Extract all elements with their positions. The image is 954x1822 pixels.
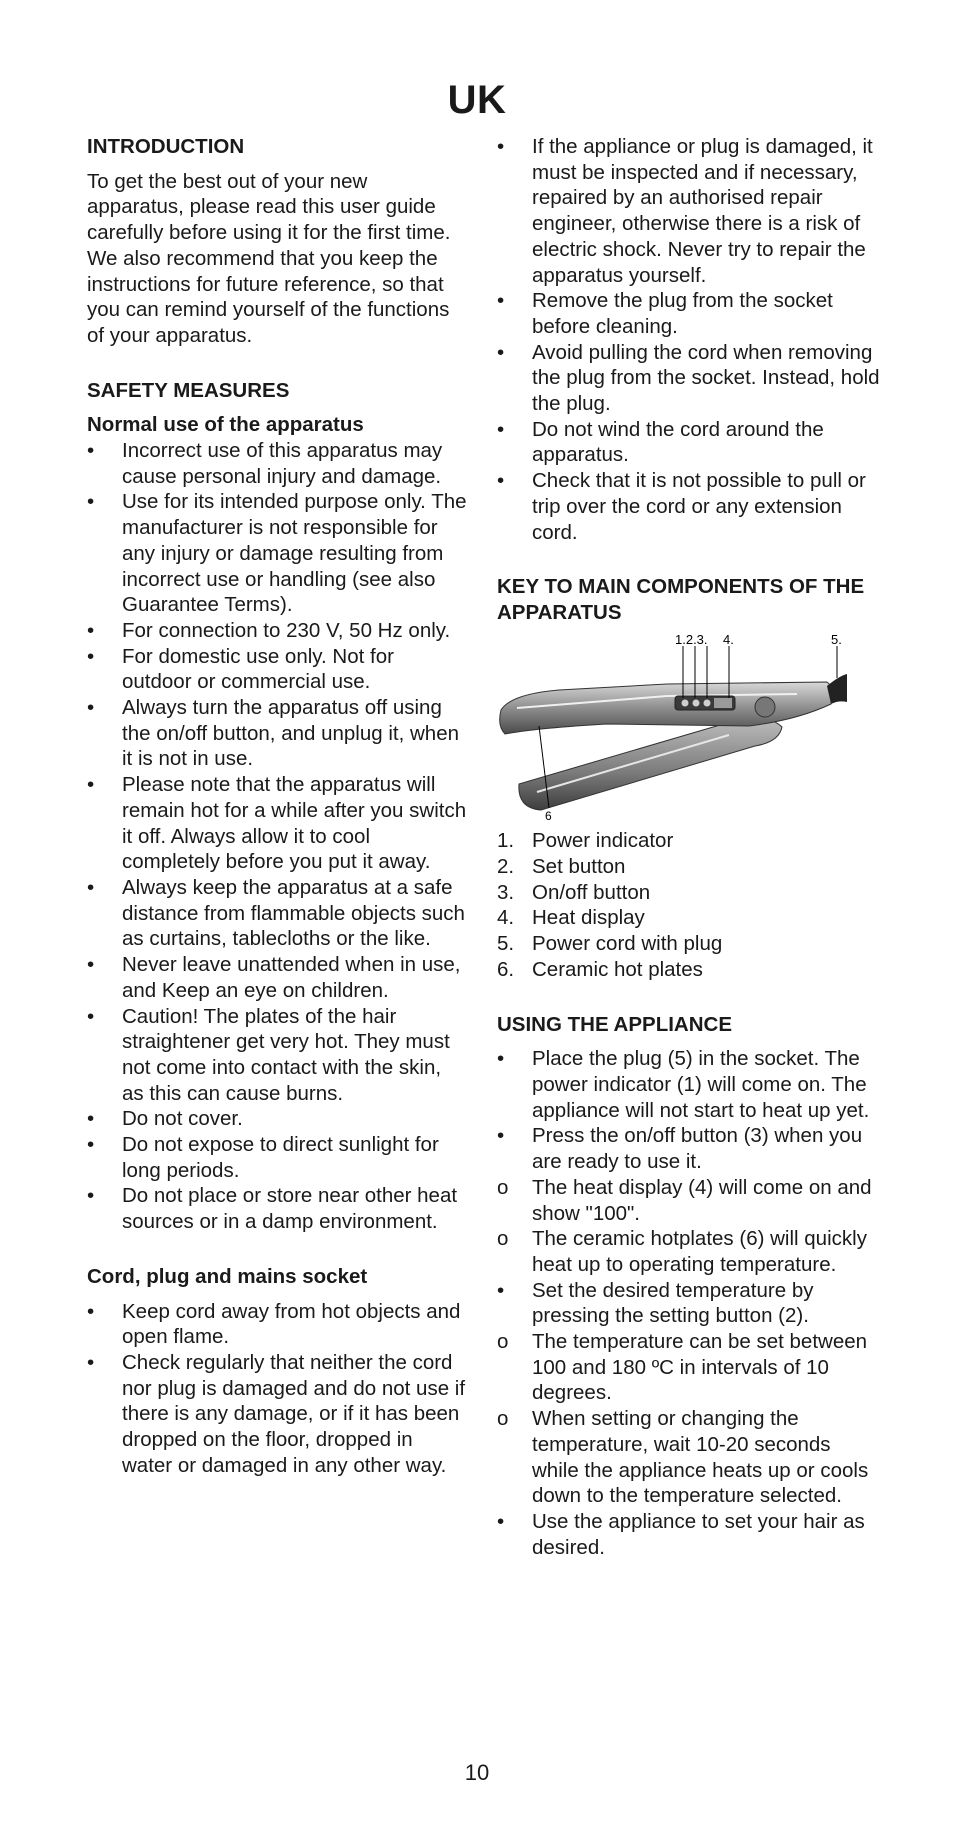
components-list [497,828,882,982]
safety-heading: SAFETY MEASURES [87,378,290,402]
hair-straightener-illustration [497,632,847,822]
list-item: • Do not cover. [87,1107,243,1131]
list-item: • Avoid pulling the cord when removing the plug from the socket. Instead, hold the plug. [497,340,880,416]
list-item: • Always turn the apparatus off using the on/off button, and unplug it, when it is not in use. [87,696,459,771]
list-item: 6. Ceramic hot plates [497,957,703,981]
using-list [497,1046,882,1560]
list-item: o The heat display (4) will come on and show "100". [497,1175,872,1225]
list-item: 1. Power indicator [497,829,674,853]
list-marker: • [497,1124,505,1148]
list-marker: o [497,1330,509,1354]
using-heading: USING THE APPLIANCE [497,1012,733,1036]
list-item: 3. On/off button [497,880,651,904]
list-item: • For domestic use only. Not for outdoor or commercial use. [87,644,394,694]
list-marker: • [497,1509,505,1533]
list-item: • Place the plug (5) in the socket. The power indicator (1) will come on. The appliance will not start to heat up yet. [497,1047,870,1122]
bullet-icon: • [87,490,95,514]
bullet-icon: • [87,1350,95,1374]
cord-list-right [497,134,882,545]
list-item: • Caution! The plates of the hair straightener get very hot. They must not come into contact with the skin, as this can cause burns. [87,1004,450,1105]
list-item: • Do not wind the cord around the apparatus. [497,417,824,467]
list-item: • Do not expose to direct sunlight for long periods. [87,1133,439,1182]
list-item: • Do not place or store near other heat sources or in a damp environment. [87,1184,458,1234]
list-item: • Never leave unattended when in use, and Keep an eye on children. [87,953,461,1002]
bullet-icon: • [87,644,95,668]
list-item: 4. Heat display [497,906,645,930]
list-item: • Please note that the apparatus will remain hot for a while after you switch it off. Always allow it to cool completely before you put it away. [87,773,467,874]
callout-label-1-2-3: 1.2.3. [675,631,708,647]
straightener-body [500,674,847,810]
list-marker: • [497,1278,505,1302]
bullet-icon: • [87,1184,95,1208]
callout-label-4: 4. [723,631,734,647]
list-item: • Check regularly that neither the cord nor plug is damaged and do not use if there is any damage, or if it has been dropped on the floor, dropped in water or damaged in any other way. [87,1350,466,1477]
bullet-icon: • [497,135,505,158]
list-item: • Use for its intended purpose only. The manufacturer is not responsible for any injury or damage resulting from incorrect use or handling (see also Guarantee Terms). [87,490,467,617]
list-item: • Use the appliance to set your hair as desired. [497,1509,865,1559]
list-marker: o [497,1175,509,1199]
cord-list-left [87,1299,467,1479]
list-item: • Always keep the apparatus at a safe distance from flammable objects such as curtains, tablecloths or the like. [87,875,465,951]
list-item: • Press the on/off button (3) when you are ready to use it. [497,1124,863,1174]
list-item: • Set the desired temperature by pressing the setting button (2). [497,1278,814,1328]
list-item: 2. Set button [497,855,626,879]
bullet-icon: • [87,439,95,463]
bullet-icon: • [497,340,505,364]
page-title: UK [447,78,507,122]
bullet-icon: • [87,1004,95,1028]
list-item: o The ceramic hotplates (6) will quickly heat up to operating temperature. [497,1227,867,1276]
list-item: • For connection to 230 V, 50 Hz only. [87,618,451,642]
bullet-icon: • [497,289,505,313]
list-item: o The temperature can be set between 100 and 180 ºC in intervals of 10 degrees. [497,1330,868,1405]
bullet-icon: • [87,1299,95,1323]
bullet-icon: • [87,1107,95,1131]
left-column [87,134,467,1478]
right-column [497,134,882,1560]
normal-use-heading: Normal use of the apparatus [87,413,364,437]
normal-use-list [87,438,467,1235]
introduction-text: To get the best out of your new apparatus, please read this user guide carefully before using it for the first time. We also recommend that you keep the instructions for future reference, so that you can remind yourself of the functions of your apparatus. [87,169,451,347]
callout-label-5: 5. [831,631,842,647]
bullet-icon: • [497,469,505,493]
bullet-icon: • [87,875,95,899]
bullet-icon: • [497,417,505,441]
page-number: 10 [464,1760,490,1785]
bullet-icon: • [87,618,95,642]
list-marker: o [497,1227,509,1251]
bullet-icon: • [87,953,95,977]
components-heading: KEY TO MAIN COMPONENTS OF THE APPARATUS [497,575,865,624]
list-item: 5. Power cord with plug [497,932,723,956]
list-item: • Incorrect use of this apparatus may cause personal injury and damage. [87,439,443,488]
list-marker: o [497,1407,509,1431]
cord-heading: Cord, plug and mains socket [87,1264,368,1288]
introduction-heading: INTRODUCTION [87,135,245,158]
list-marker: • [497,1047,505,1071]
list-item: • If the appliance or plug is damaged, it must be inspected and if necessary, repaired by an authorised repair engineer, otherwise there is a risk of electric shock. Never try to repair the apparatus yourself. [497,135,873,287]
callout-label-6: 6 [545,808,552,822]
bullet-icon: • [87,696,95,720]
list-item: • Check that it is not possible to pull or trip over the cord or any extension cord. [497,469,866,544]
list-item: • Remove the plug from the socket before cleaning. [497,289,833,338]
bullet-icon: • [87,1133,95,1157]
list-item: • Keep cord away from hot objects and open flame. [87,1299,461,1349]
list-item: o When setting or changing the temperature, wait 10-20 seconds while the appliance heats up or cools down to the temperature selected. [497,1407,869,1508]
bullet-icon: • [87,773,95,797]
